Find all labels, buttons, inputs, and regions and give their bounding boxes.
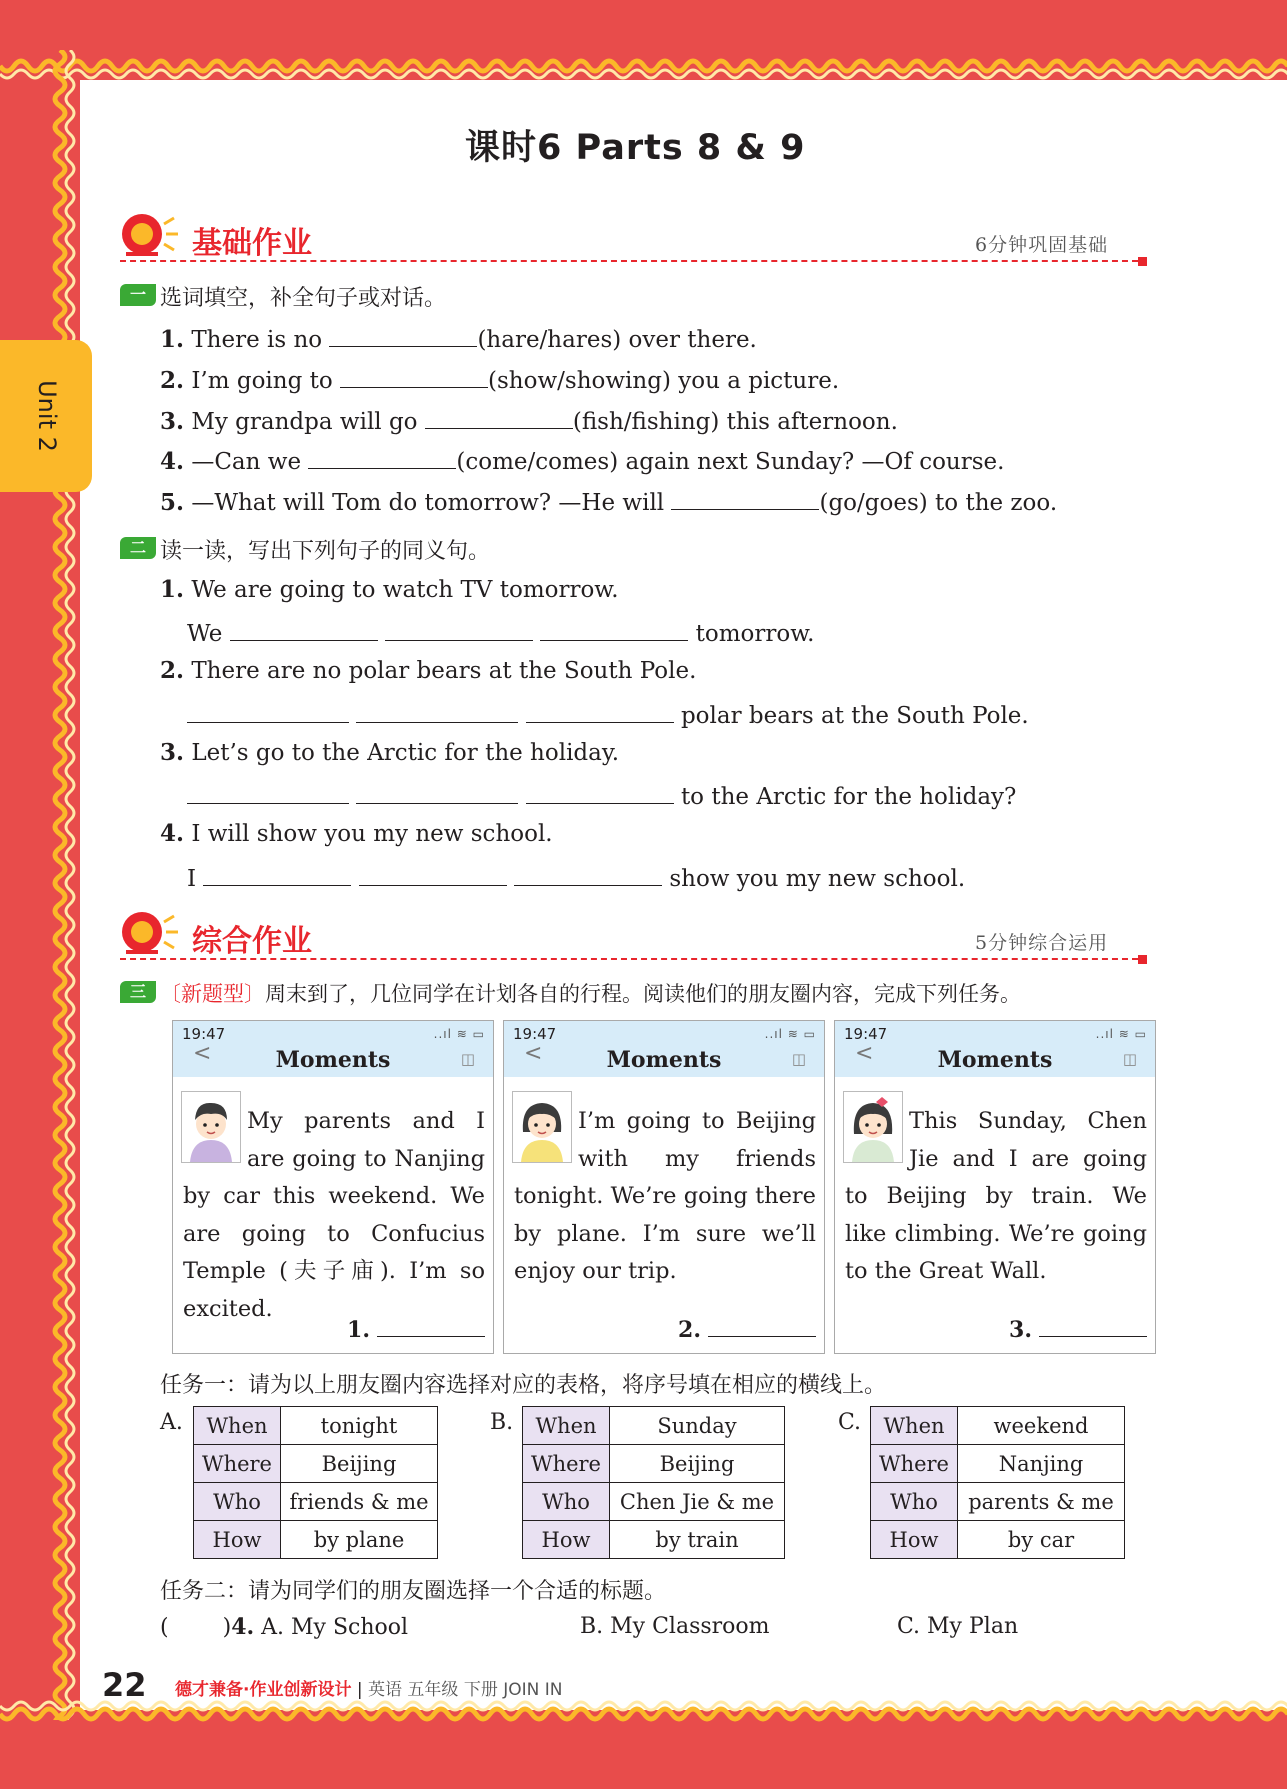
table-value: friends & me [281,1483,438,1521]
item-text: (show/showing) you a picture. [488,368,840,394]
option-c[interactable]: C. My Plan [897,1614,1019,1639]
section-basic-subtitle: 6分钟巩固基础 [975,234,1109,256]
item-number: 4. [160,448,185,475]
answer-prefix: We [187,621,223,647]
table-a-label: A. [160,1410,183,1435]
table-c-label: C. [838,1410,862,1435]
section-divider [120,260,1138,262]
lamp-icon [118,908,180,960]
back-icon[interactable]: < [193,1041,212,1066]
item-number: 3. [160,739,185,766]
task1-instruction: 任务一：请为以上朋友圈内容选择对应的表格，将序号填在相应的横线上。 [160,1373,887,1398]
table-key: How [194,1521,281,1559]
answer-line [678,1312,816,1343]
answer-blank[interactable] [187,698,349,723]
answer-blank[interactable] [385,616,533,641]
item-text: I’m going to [191,368,333,394]
answer-blank[interactable] [514,861,662,886]
answer-number: 2. [678,1317,701,1343]
table-value: weekend [958,1407,1125,1445]
ex1-item-4 [160,444,1004,475]
answer-line [1009,1312,1147,1343]
section-comprehensive-subtitle: 5分钟综合运用 [975,932,1109,954]
item-text: (hare/hares) over there. [477,327,757,353]
footer-separator: | [356,1680,363,1700]
exercise2-badge: 二 [120,537,156,559]
top-wavy-border [0,44,1287,84]
ex1-item-3 [160,404,898,435]
table-row [523,1445,785,1483]
exercise1-badge: 一 [120,284,156,306]
ex2-item-4 [160,820,553,847]
answer-blank[interactable] [1039,1312,1147,1337]
item-sentence: I will show you my new school. [191,821,553,847]
table-key: When [523,1407,610,1445]
divider-end-mark [1138,257,1147,266]
item-text: (go/goes) to the zoo. [819,490,1058,516]
item-number: 3. [160,408,185,435]
table-row [871,1483,1125,1521]
table-value: by train [610,1521,785,1559]
table-key: Where [194,1445,281,1483]
answer-blank[interactable] [230,616,378,641]
info-table-c [870,1406,1125,1559]
table-b-label: B. [490,1410,514,1435]
ex2-answer-1 [187,616,815,647]
item-sentence: We are going to watch TV tomorrow. [191,577,619,603]
item-text: My grandpa will go [191,409,418,435]
divider-end-mark [1138,955,1147,964]
item-number: 5. [160,489,185,516]
table-row [194,1521,438,1559]
item-text: —What will Tom do tomorrow? —He will [191,490,665,516]
question-number: 4. [231,1614,255,1640]
table-value: Nanjing [958,1445,1125,1483]
answer-prefix: I [187,866,197,892]
answer-number: 1. [347,1317,370,1343]
answer-blank[interactable] [356,698,518,723]
answer-suffix: polar bears at the South Pole. [680,703,1029,729]
answer-paren-open[interactable]: ( [160,1615,169,1640]
answer-line [347,1312,485,1343]
bottom-wavy-border [0,1696,1287,1736]
table-row [523,1407,785,1445]
moments-body: I’m going to Beijing with my friends tonight. We’re going there by plane. I’m sure we’ll enjoy our trip. [514,1108,816,1284]
section-divider [120,958,1138,960]
answer-blank[interactable] [203,861,351,886]
ex2-answer-4 [187,861,965,892]
phone-time: 19:47 [844,1025,888,1043]
moments-title: Moments [606,1047,722,1073]
answer-number: 3. [1009,1317,1032,1343]
item-number: 1. [160,576,185,603]
answer-blank[interactable] [526,698,674,723]
table-value: Beijing [281,1445,438,1483]
item-text: There is no [191,327,323,353]
answer-blank[interactable] [308,444,456,469]
table-value: Chen Jie & me [610,1483,785,1521]
ex1-item-5 [160,485,1057,516]
back-icon[interactable]: < [524,1041,543,1066]
item-number: 1. [160,326,185,353]
answer-blank[interactable] [359,861,507,886]
item-text: (fish/fishing) this afternoon. [572,409,898,435]
answer-blank[interactable] [377,1312,485,1337]
ex2-item-2 [160,657,696,684]
section-comprehensive-title: 综合作业 [192,924,312,959]
new-type-tag: 〔新题型〕 [160,982,265,1006]
answer-paren-close[interactable]: ) [222,1615,232,1640]
answer-suffix: to the Arctic for the holiday? [680,784,1017,810]
footer-brand: 德才兼备·作业创新设计 [175,1680,352,1700]
table-row [523,1483,785,1521]
table-key: Where [523,1445,610,1483]
answer-blank[interactable] [340,363,488,388]
lesson-title: 课时6 Parts 8 & 9 [465,128,806,168]
ex1-item-1 [160,322,757,353]
answer-blank[interactable] [526,779,674,804]
option-b[interactable]: B. My Classroom [580,1614,770,1639]
page-number: 22 [102,1666,147,1704]
moments-text [845,1103,1147,1291]
moments-title: Moments [275,1047,391,1073]
table-key: When [194,1407,281,1445]
item-sentence: Let’s go to the Arctic for the holiday. [191,740,620,766]
exercise3-badge: 三 [120,981,156,1003]
exercise3-header [160,978,1021,1008]
answer-blank[interactable] [425,404,573,429]
table-row [523,1521,785,1559]
table-key: When [871,1407,958,1445]
answer-suffix: tomorrow. [695,621,815,647]
ex2-answer-2 [187,698,1029,729]
section-basic-title: 基础作业 [192,226,312,261]
table-value: by plane [281,1521,438,1559]
moments-body: This Sunday, Chen Jie and I are going to Beijing by train. We like climbing. We’re going to the Great Wall. [845,1108,1147,1284]
table-row [194,1445,438,1483]
status-icons: ..ıl ≋ ▭ [1095,1027,1147,1041]
answer-blank[interactable] [540,616,688,641]
item-number: 2. [160,367,185,394]
table-row [194,1407,438,1445]
unit-tab [0,340,92,492]
answer-blank[interactable] [708,1312,816,1337]
moments-card-1 [172,1020,494,1354]
table-value: Sunday [610,1407,785,1445]
table-key: Who [523,1483,610,1521]
phone-time: 19:47 [513,1025,557,1043]
camera-icon[interactable]: ◫ [460,1050,475,1068]
item-text: (come/comes) again next Sunday? —Of course. [456,449,1005,475]
item-number: 4. [160,820,185,847]
ex1-item-2 [160,363,839,394]
option-a[interactable]: A. My School [261,1615,409,1640]
item-text: —Can we [191,449,302,475]
answer-blank[interactable] [356,779,518,804]
table-value: tonight [281,1407,438,1445]
camera-icon[interactable]: ◫ [791,1050,806,1068]
footer-course: 英语 五年级 下册 JOIN IN [368,1680,563,1700]
answer-blank[interactable] [329,322,477,347]
answer-blank[interactable] [187,779,349,804]
answer-suffix: show you my new school. [669,866,966,892]
table-row [871,1407,1125,1445]
info-table-b [522,1406,785,1559]
phone-time: 19:47 [182,1025,226,1043]
status-icons: ..ıl ≋ ▭ [764,1027,816,1041]
exercise3-instruction: 周末到了，几位同学在计划各自的行程。阅读他们的朋友圈内容，完成下列任务。 [265,982,1021,1006]
lamp-icon [118,210,180,262]
moments-title: Moments [937,1047,1053,1073]
item-sentence: There are no polar bears at the South Pole. [191,658,697,684]
table-value: Beijing [610,1445,785,1483]
moments-card-2 [503,1020,825,1354]
moments-text [183,1103,485,1328]
moments-text [514,1103,816,1291]
unit-tab-label: Unit 2 [33,380,61,452]
answer-blank[interactable] [671,485,819,510]
item-number: 2. [160,657,185,684]
table-key: Who [871,1483,958,1521]
left-wavy-border [40,50,80,1720]
back-icon[interactable]: < [855,1041,874,1066]
table-key: How [523,1521,610,1559]
table-key: Where [871,1445,958,1483]
ex2-answer-3 [187,779,1016,810]
exercise2-instruction: 读一读，写出下列句子的同义句。 [160,539,491,564]
question-4 [160,1614,408,1640]
table-key: How [871,1521,958,1559]
moments-card-3 [834,1020,1156,1354]
info-table-a [193,1406,438,1559]
exercise1-instruction: 选词填空，补全句子或对话。 [160,286,447,311]
table-row [194,1483,438,1521]
footer [175,1675,563,1700]
table-value: by car [958,1521,1125,1559]
table-key: Who [194,1483,281,1521]
camera-icon[interactable]: ◫ [1122,1050,1137,1068]
table-row [871,1445,1125,1483]
ex2-item-3 [160,739,619,766]
task2-instruction: 任务二：请为同学们的朋友圈选择一个合适的标题。 [160,1579,667,1604]
moments-body: My parents and I are going to Nanjing by car this weekend. We are going to Confucius Temple (夫子庙). I’m so excited. [183,1108,485,1322]
ex2-item-1 [160,576,619,603]
table-value: parents & me [958,1483,1125,1521]
status-icons: ..ıl ≋ ▭ [433,1027,485,1041]
table-row [871,1521,1125,1559]
